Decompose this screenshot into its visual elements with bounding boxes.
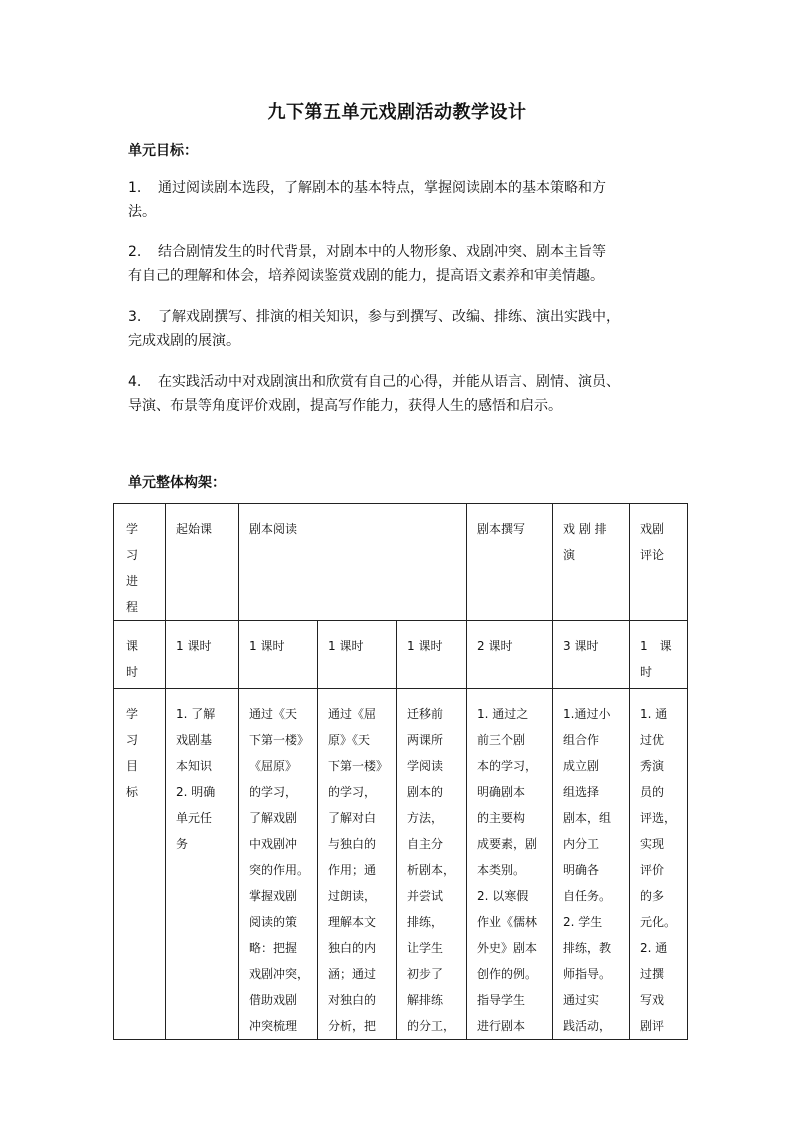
goal-number: 2. xyxy=(128,244,142,260)
goal-text: 在实践活动中对戏剧演出和欣赏有自己的心得，并能从语言、剧情、演员、 xyxy=(158,374,620,390)
hours-cell: 2 课时 xyxy=(467,621,553,689)
unit-goals-heading: 单元目标： xyxy=(128,143,198,159)
cell-review: 戏剧 评论 xyxy=(630,504,688,621)
goal-cell: 1. 通过之 前三个剧 本的学习， 明确剧本 的主要构 成要素，剧 本类别。 2. 以寒假 作业《儒林 外史》剧本 创作的例。 指导学生 进行剧本 xyxy=(467,689,553,1040)
goal-item-2 xyxy=(128,240,673,288)
row-label-hours: 课 时 xyxy=(114,621,166,689)
hours-row xyxy=(114,621,688,689)
page-title: 九下第五单元戏剧活动教学设计 xyxy=(267,102,527,123)
goal-text: 结合剧情发生的时代背景，对剧本中的人物形象、戏剧冲突、剧本主旨等 xyxy=(158,244,606,260)
goal-text: 通过阅读剧本选段，了解剧本的基本特点，掌握阅读剧本的基本策略和方 xyxy=(158,180,606,196)
hours-cell: 1 课时 xyxy=(239,621,318,689)
goal-text-continued: 有自己的理解和体会，培养阅读鉴赏戏剧的能力，提高语文素养和审美情趣。 xyxy=(128,268,604,284)
goal-cell: 1. 了解 戏剧基 本知识 2. 明确 单元任 务 xyxy=(166,689,239,1040)
framework-heading: 单元整体构架： xyxy=(128,475,226,491)
goal-text: 了解戏剧撰写、排演的相关知识，参与到撰写、改编、排练、演出实践中， xyxy=(158,309,620,325)
goal-item-4 xyxy=(128,370,673,418)
goal-number: 4. xyxy=(128,374,142,390)
hours-cell: 1 课时 xyxy=(318,621,397,689)
cell-rehearsal: 戏 剧 排 演 xyxy=(553,504,630,621)
cell-start-lesson: 起始课 xyxy=(166,504,239,621)
hours-cell: 1 课时 xyxy=(166,621,239,689)
goal-number: 3. xyxy=(128,309,142,325)
cell-script-writing: 剧本撰写 xyxy=(467,504,553,621)
goal-cell: 通过《天 下第一楼》 《屈原》 的学习， 了解戏剧 中戏剧冲 突的作用。 掌握戏剧 阅读的策 略：把握 戏剧冲突， 借助戏剧 冲突梳理 xyxy=(239,689,318,1040)
goals-row xyxy=(114,689,688,1040)
goal-cell: 通过《屈 原》《天 下第一楼》 的学习， 了解对白 与独白的 作用；通 过朗读， 理解本文 独白的内 涵；通过 对独白的 分析，把 xyxy=(318,689,397,1040)
cell-script-reading: 剧本阅读 xyxy=(239,504,467,621)
goal-text-continued: 法。 xyxy=(128,204,156,220)
process-row xyxy=(114,504,688,621)
goal-cell: 迁移前 两课所 学阅读 剧本的 方法， 自主分 析剧本， 并尝试 排练， 让学生 初步了 解排练 的分工， xyxy=(397,689,467,1040)
row-label-goals: 学 习 目 标 xyxy=(114,689,166,1040)
goal-item-3 xyxy=(128,305,673,353)
goal-number: 1. xyxy=(128,180,142,196)
goal-cell: 1. 通 过优 秀演 员的 评选， 实现 评价 的多 元化。 2. 通 过撰 写戏 剧评 xyxy=(630,689,688,1040)
framework-table xyxy=(113,503,688,1040)
goal-cell: 1.通过小 组合作 成立剧 组选择 剧本，组 内分工 明确各 自任务。 2. 学生 排练，教 师指导。 通过实 践活动， xyxy=(553,689,630,1040)
hours-cell: 1 课时 xyxy=(397,621,467,689)
goal-text-continued: 完成戏剧的展演。 xyxy=(128,333,240,349)
hours-cell: 3 课时 xyxy=(553,621,630,689)
row-label-process: 学 习 进 程 xyxy=(114,504,166,621)
goal-text-continued: 导演、布景等角度评价戏剧，提高写作能力，获得人生的感悟和启示。 xyxy=(128,398,562,414)
hours-cell: 1 课 时 xyxy=(630,621,688,689)
goal-item-1 xyxy=(128,176,673,224)
